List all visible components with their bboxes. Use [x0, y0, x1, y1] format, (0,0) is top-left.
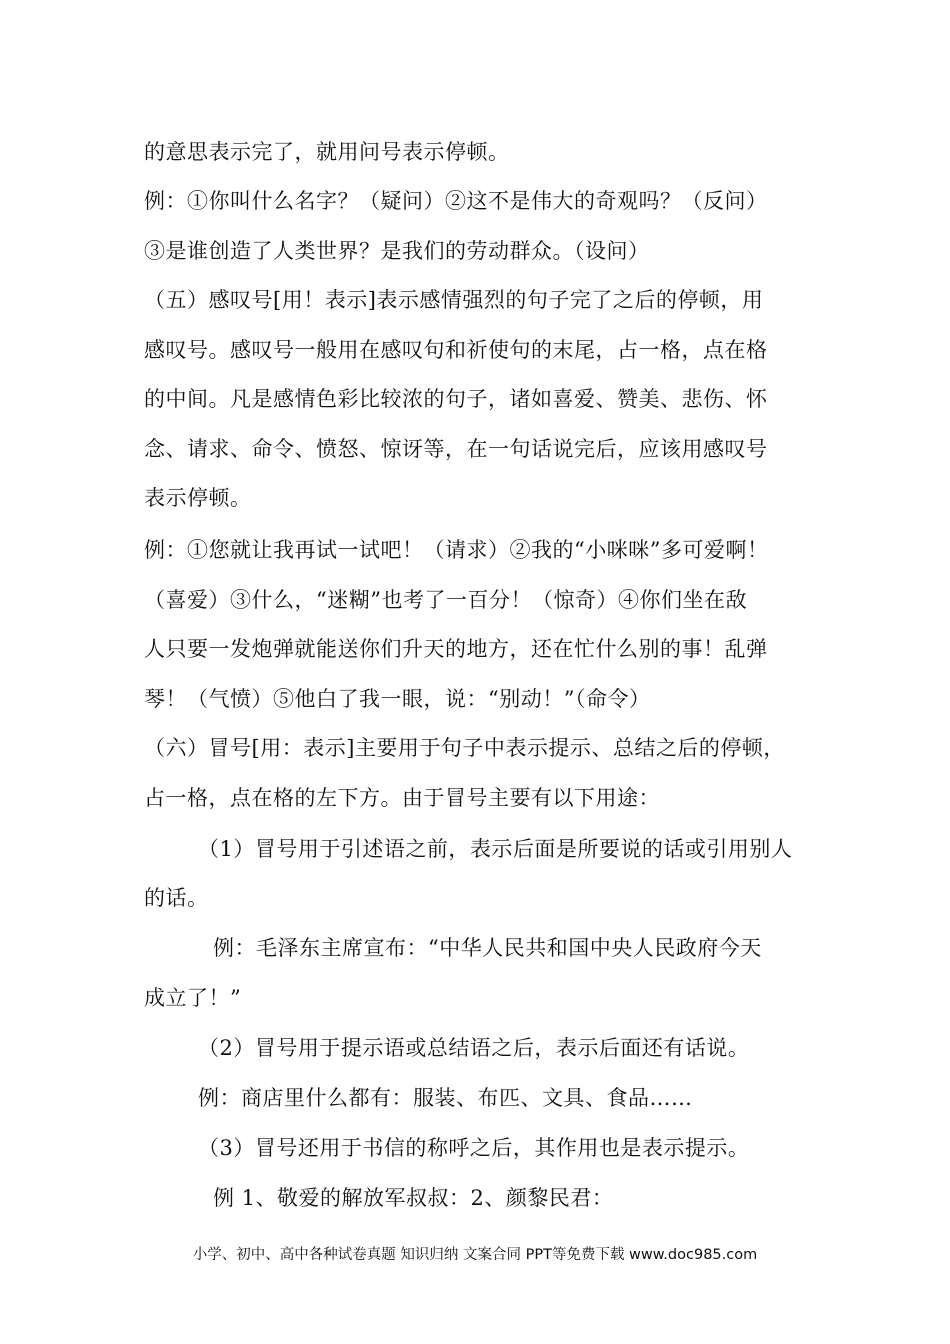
paragraph-line: ③是谁创造了人类世界？是我们的劳动群众。（设问） [144, 239, 650, 263]
paragraph-line: 例：毛泽东主席宣布：“中华人民共和国中央人民政府今天 [213, 936, 762, 960]
paragraph-line: 例：①你叫什么名字？（疑问）②这不是伟大的奇观吗？（反问） [144, 189, 768, 213]
paragraph-line: 的话。 [144, 886, 209, 910]
paragraph-line: （1）冒号用于引述语之前，表示后面是所要说的话或引用别人 [198, 837, 793, 861]
paragraph-line: 感叹号。感叹号一般用在感叹句和祈使句的末尾，占一格，点在格 [144, 338, 768, 362]
paragraph-line: 琴！（气愤）⑤他白了我一眼，说：“别动！”（命令） [144, 687, 651, 711]
page-footer: 小学、初中、高中各种试卷真题 知识归纳 文案合同 PPT等免费下载 www.doc985.com [192, 1247, 758, 1263]
paragraph-line: 念、请求、命令、愤怒、惊讶等，在一句话说完后，应该用感叹号 [144, 437, 768, 461]
paragraph-line: 人只要一发炮弹就能送你们升天的地方，还在忙什么别的事！乱弹 [144, 637, 768, 661]
paragraph-line: 表示停顿。 [144, 486, 252, 510]
paragraph-line: （3）冒号还用于书信的称呼之后，其作用也是表示提示。 [198, 1136, 750, 1160]
paragraph-line: 例：商店里什么都有：服装、布匹、文具、食品…… [198, 1086, 693, 1110]
paragraph-line: 例：①您就让我再试一试吧！（请求）②我的“小咪咪”多可爱啊！ [144, 538, 769, 562]
paragraph-line: 例 1、敬爱的解放军叔叔：2、颜黎民君： [213, 1186, 614, 1210]
paragraph-line: 的意思表示完了，就用问号表示停顿。 [144, 140, 510, 164]
paragraph-line: 的中间。凡是感情色彩比较浓的句子，诸如喜爱、赞美、悲伤、怀 [144, 387, 768, 411]
paragraph-line: 占一格，点在格的左下方。由于冒号主要有以下用途： [144, 786, 660, 810]
paragraph-line: （六）冒号[用：表示]主要用于句子中表示提示、总结之后的停顿， [144, 736, 785, 760]
paragraph-line: （喜爱）③什么，“迷糊”也考了一百分！（惊奇）④你们坐在敌 [144, 588, 747, 612]
paragraph-line: （五）感叹号[用！表示]表示感情强烈的句子完了之后的停顿，用 [144, 288, 764, 312]
paragraph-line: （2）冒号用于提示语或总结语之后，表示后面还有话说。 [198, 1036, 750, 1060]
paragraph-line: 成立了！” [144, 986, 242, 1010]
